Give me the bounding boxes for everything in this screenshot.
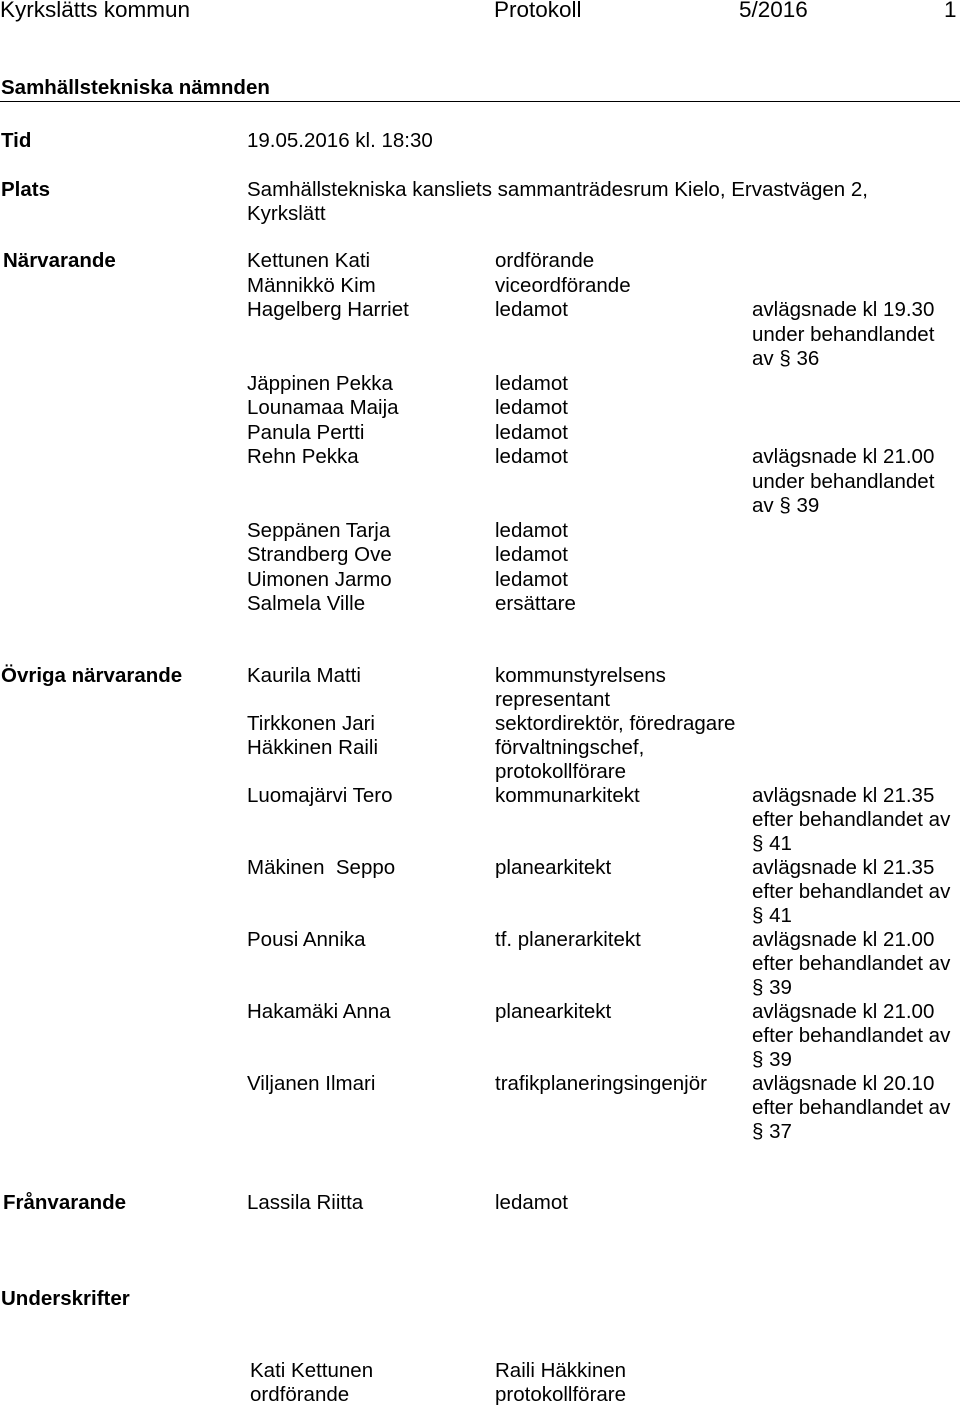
attendee-name-cell xyxy=(247,928,495,952)
attendee-note-line: avlägsnade kl 20.10 xyxy=(752,1072,935,1095)
attendee-name-cell xyxy=(247,1072,495,1096)
attendee-role: ledamot xyxy=(495,518,568,542)
attendee-role: ledamot xyxy=(495,396,568,419)
attendee-note-line: avlägsnade kl 21.00 xyxy=(752,445,935,468)
attendee-note-line: efter behandlandet av xyxy=(752,952,951,975)
attendee-role: ledamot xyxy=(495,371,568,395)
attendee-name-cell xyxy=(247,396,495,421)
attendee-note-line: avlägsnade kl 19.30 xyxy=(752,298,935,321)
attendee-name-cell xyxy=(247,592,495,617)
attendee-row xyxy=(247,396,960,421)
attendee-role: sektordirektör, föredragare xyxy=(495,712,736,735)
attendee-role-cell xyxy=(495,1000,752,1024)
attendee-name: Salmela Ville xyxy=(247,592,366,615)
place-label: Plats xyxy=(1,178,50,201)
attendee-note-line: avlägsnade kl 21.35 xyxy=(752,784,935,807)
attendee-role: ledamot xyxy=(495,543,568,566)
attendee-role: ledamot xyxy=(495,445,568,468)
attendee-name: Jäppinen Pekka xyxy=(247,371,393,395)
attendee-row xyxy=(247,543,960,568)
attendee-name: Kaurila Matti xyxy=(247,664,361,687)
attendee-note-cell xyxy=(752,1072,960,1144)
signer-name: Raili Häkkinen xyxy=(495,1359,627,1382)
attendee-name-cell xyxy=(247,274,495,299)
attendee-row xyxy=(247,1072,960,1144)
attendee-role: planearkitekt xyxy=(495,856,612,879)
attendee-role-cell xyxy=(495,1191,752,1216)
attendee-role-cell xyxy=(495,1072,752,1096)
attendee-role-cell xyxy=(495,372,752,397)
attendee-note-line: efter behandlandet av xyxy=(752,1096,951,1119)
attendee-name-cell xyxy=(247,543,495,568)
attendee-note-line: § 37 xyxy=(752,1120,792,1143)
header-divider xyxy=(0,101,960,102)
attendee-row xyxy=(247,712,960,736)
attendee-name: Lassila Riitta xyxy=(247,1191,364,1214)
attendee-name: Kettunen Kati xyxy=(247,249,371,272)
attendee-name: Seppänen Tarja xyxy=(247,518,391,542)
attendee-role-cell xyxy=(495,298,752,323)
time-label: Tid xyxy=(1,129,32,152)
attendee-role: ordförande xyxy=(495,249,595,272)
attendee-row xyxy=(247,274,960,299)
attendee-note-line: under behandlandet xyxy=(752,322,935,346)
attendee-note-cell xyxy=(752,298,960,372)
signature-block-secretary xyxy=(495,1359,626,1407)
attendee-row xyxy=(247,519,960,544)
attendee-role: tf. planerarkitekt xyxy=(495,928,641,951)
attendee-row xyxy=(247,856,960,928)
attendee-role: ledamot xyxy=(495,420,568,444)
attendee-role-cell xyxy=(495,592,752,617)
attendee-note-cell xyxy=(752,784,960,856)
attendee-name-cell xyxy=(247,1000,495,1024)
attendee-row xyxy=(247,298,960,372)
attendee-role-cell xyxy=(495,519,752,544)
other-present-label: Övriga närvarande xyxy=(1,664,183,687)
present-list xyxy=(247,249,960,617)
attendee-role: ledamot xyxy=(495,298,568,321)
attendee-name: Hagelberg Harriet xyxy=(247,298,409,321)
attendee-name-cell xyxy=(247,421,495,446)
attendee-role: planearkitekt xyxy=(495,1000,612,1023)
attendee-name: Viljanen Ilmari xyxy=(247,1072,376,1095)
committee-name: Samhällstekniska nämnden xyxy=(1,76,270,99)
attendee-name: Lounamaa Maija xyxy=(247,396,399,419)
attendee-row xyxy=(247,445,960,519)
attendee-row xyxy=(247,421,960,446)
attendee-note-line: § 41 xyxy=(752,832,792,855)
attendee-row xyxy=(247,592,960,617)
attendee-row xyxy=(247,1191,960,1216)
attendee-note-line: av § 39 xyxy=(752,494,820,517)
absent-label: Frånvarande xyxy=(3,1191,127,1214)
attendee-role-cell xyxy=(495,736,752,784)
present-label: Närvarande xyxy=(3,249,116,272)
attendee-row xyxy=(247,372,960,397)
attendee-note-cell xyxy=(752,1000,960,1072)
other-present-list xyxy=(247,664,960,1144)
attendee-role: kommunstyrelsens xyxy=(495,664,666,687)
place-value-cell xyxy=(247,178,868,226)
attendee-name: Pousi Annika xyxy=(247,928,366,951)
attendee-name-cell xyxy=(247,736,495,760)
signatures-label: Underskrifter xyxy=(1,1287,130,1310)
attendee-role-cell xyxy=(495,445,752,470)
attendee-row xyxy=(247,1000,960,1072)
attendee-role: ledamot xyxy=(495,1191,568,1214)
page-number: 1 xyxy=(944,0,957,22)
attendee-name-cell xyxy=(247,568,495,593)
attendee-note-cell xyxy=(752,928,960,1000)
attendee-name-cell xyxy=(247,664,495,688)
attendee-note-line: avlägsnade kl 21.00 xyxy=(752,1000,935,1023)
attendee-name: Panula Pertti xyxy=(247,420,365,444)
attendee-role: viceordförande xyxy=(495,273,631,297)
attendee-row xyxy=(247,568,960,593)
attendee-role: trafikplaneringsingenjör xyxy=(495,1072,707,1095)
attendee-row xyxy=(247,928,960,1000)
attendee-role: representant xyxy=(495,688,611,711)
attendee-role-cell xyxy=(495,784,752,808)
place-line: Kyrkslätt xyxy=(247,202,326,225)
attendee-role-cell xyxy=(495,568,752,593)
attendee-name: Hakamäki Anna xyxy=(247,1000,391,1023)
attendee-role-cell xyxy=(495,928,752,952)
attendee-role-cell xyxy=(495,249,752,274)
attendee-note-line: efter behandlandet av xyxy=(752,880,951,903)
attendee-name: Häkkinen Raili xyxy=(247,736,379,759)
attendee-note-line: av § 36 xyxy=(752,347,820,370)
attendee-role-cell xyxy=(495,856,752,880)
attendee-note-line: avlägsnade kl 21.00 xyxy=(752,928,935,951)
attendee-name: Tirkkonen Jari xyxy=(247,712,375,735)
absent-list xyxy=(247,1191,960,1216)
attendee-note-line: avlägsnade kl 21.35 xyxy=(752,856,935,879)
attendee-note-cell xyxy=(752,856,960,928)
attendee-role-cell xyxy=(495,274,752,299)
attendee-role-cell xyxy=(495,396,752,421)
attendee-note-line: under behandlandet xyxy=(752,469,935,493)
attendee-note-line: § 39 xyxy=(752,1048,792,1071)
attendee-name-cell xyxy=(247,445,495,470)
attendee-row xyxy=(247,249,960,274)
time-value: 19.05.2016 kl. 18:30 xyxy=(247,129,433,152)
place-line: Samhällstekniska kansliets sammanträdesrum Kielo, Ervastvägen 2, xyxy=(247,178,868,201)
document-type: Protokoll xyxy=(494,0,582,22)
time-value-cell xyxy=(247,129,433,154)
attendee-role: ledamot xyxy=(495,567,568,591)
attendee-role-cell xyxy=(495,664,752,712)
attendee-name-cell xyxy=(247,1191,495,1216)
attendee-name-cell xyxy=(247,784,495,808)
signature-block-chair xyxy=(250,1359,373,1407)
attendee-name-cell xyxy=(247,372,495,397)
attendee-name-cell xyxy=(247,249,495,274)
attendee-name: Männikkö Kim xyxy=(247,273,376,297)
attendee-name: Rehn Pekka xyxy=(247,445,359,468)
municipality-name: Kyrkslätts kommun xyxy=(0,0,191,22)
signer-title: protokollförare xyxy=(495,1383,627,1406)
attendee-role: förvaltningschef, xyxy=(495,736,645,759)
attendee-role-cell xyxy=(495,712,752,736)
attendee-note-line: efter behandlandet av xyxy=(752,1024,951,1047)
protocol-number: 5/2016 xyxy=(739,0,808,22)
attendee-name: Mäkinen Seppo xyxy=(247,856,396,879)
attendee-role: ersättare xyxy=(495,592,576,615)
attendee-note-line: § 39 xyxy=(752,976,792,999)
attendee-name-cell xyxy=(247,712,495,736)
attendee-note-cell xyxy=(752,445,960,519)
attendee-row xyxy=(247,784,960,856)
attendee-note-line: efter behandlandet av xyxy=(752,808,951,831)
attendee-role: protokollförare xyxy=(495,760,627,783)
attendee-name: Uimonen Jarmo xyxy=(247,567,392,591)
attendee-role-cell xyxy=(495,421,752,446)
attendee-row xyxy=(247,664,960,712)
attendee-name-cell xyxy=(247,519,495,544)
attendee-row xyxy=(247,736,960,784)
attendee-name: Strandberg Ove xyxy=(247,543,392,566)
signer-name: Kati Kettunen xyxy=(250,1359,374,1382)
attendee-role-cell xyxy=(495,543,752,568)
attendee-role: kommunarkitekt xyxy=(495,784,640,807)
attendee-note-line: § 41 xyxy=(752,904,792,927)
attendee-name: Luomajärvi Tero xyxy=(247,784,393,807)
attendee-name-cell xyxy=(247,298,495,323)
attendee-name-cell xyxy=(247,856,495,880)
signer-title: ordförande xyxy=(250,1383,350,1406)
